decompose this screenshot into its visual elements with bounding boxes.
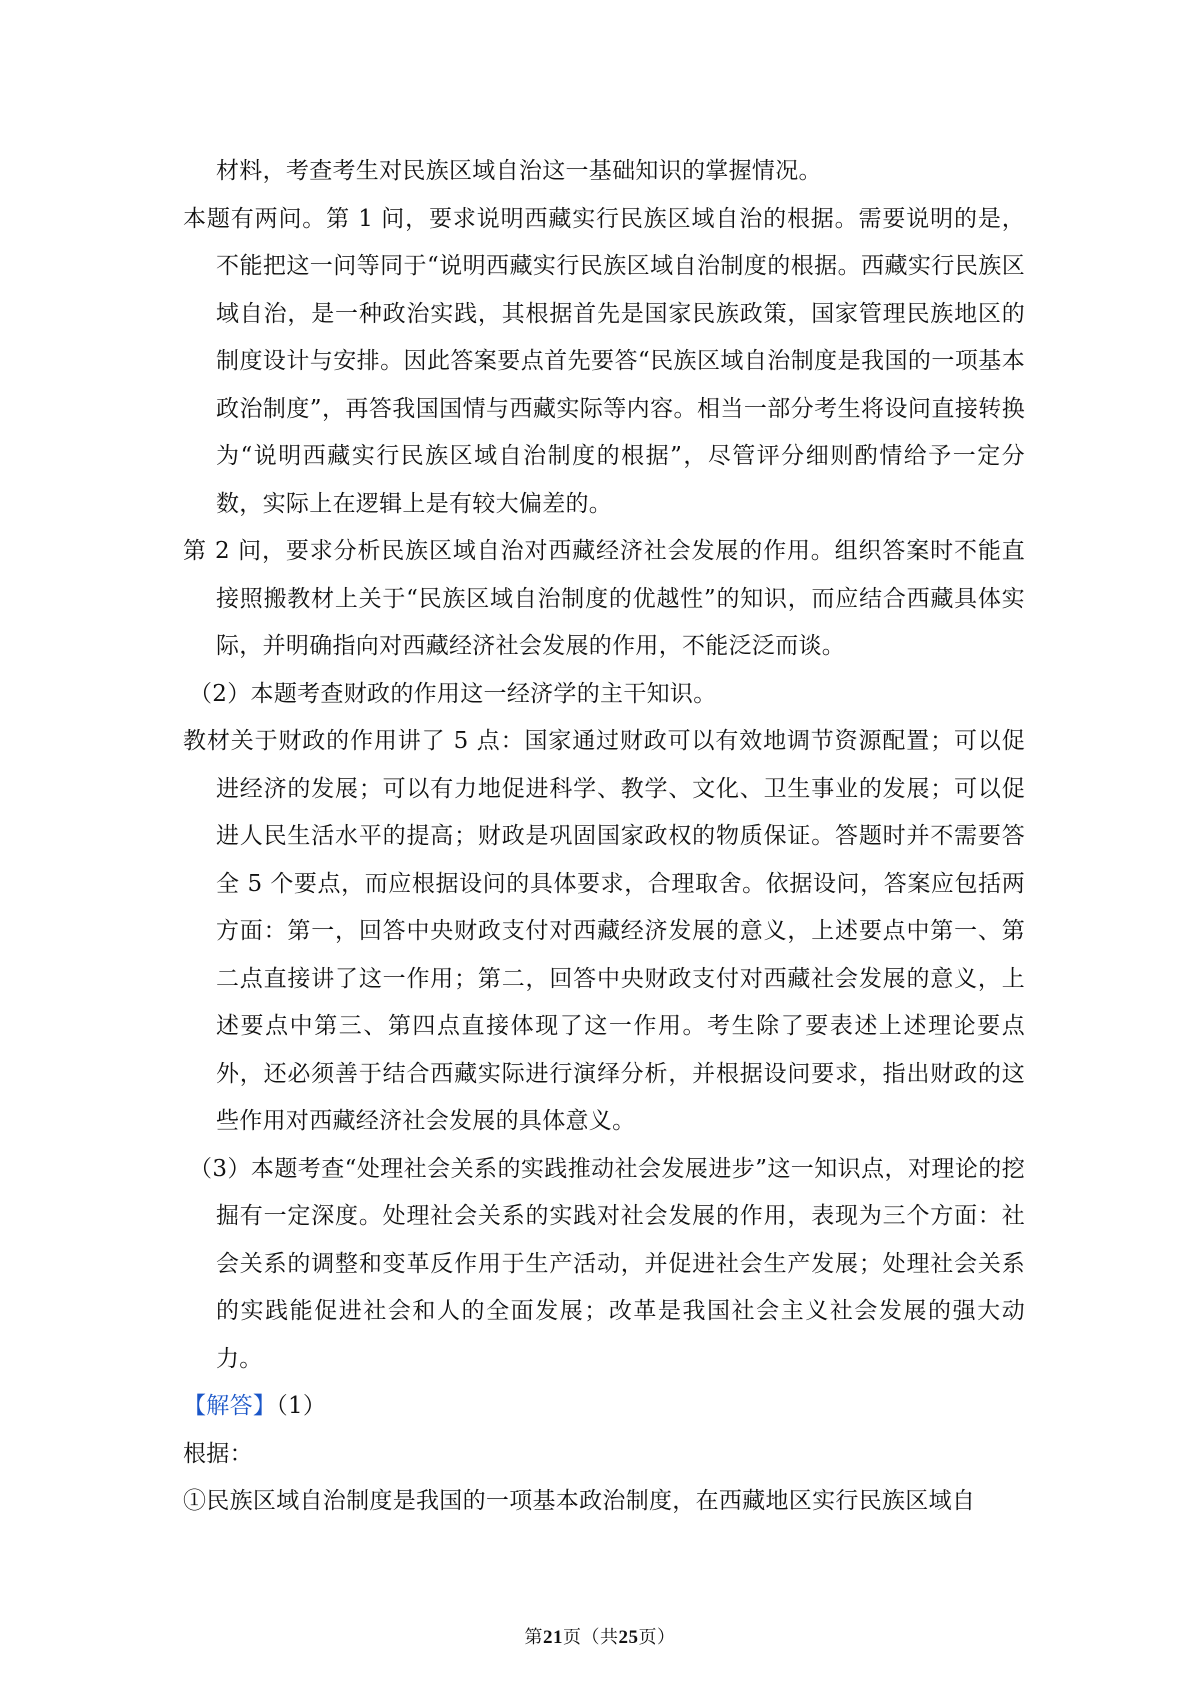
footer-suffix: 页）	[638, 1627, 676, 1648]
footer-mid: 页（共	[563, 1627, 619, 1648]
paragraph-material-intro: 材料，考查考生对民族区域自治这一基础知识的掌握情况。	[216, 158, 822, 184]
page-footer	[0, 1623, 1200, 1649]
basis-label: 根据：	[183, 1440, 253, 1467]
paragraph-question1-analysis: 本题有两问。第 1 问，要求说明西藏实行民族区域自治的根据。需要说明的是，不能把这一问等同于“说明西藏实行民族区域自治制度的根据。西藏实行民族区域自治，是一种政治实践，其根据首先是国家民族政策，国家管理民族地区的制度设计与安排。因此答案要点首先要答“民族区域自治制度是我国的一项基本政治制度”，再答我国国情与西藏实际等内容。相当一部分考生将设问直接转换为“说明西藏实行民族区域自治制度的根据”，尽管评分细则酌情给予一定分数，实际上在逻辑上是有较大偏差的。	[183, 205, 1025, 517]
document-body	[183, 148, 1025, 1526]
answer-tag: 【解答】	[183, 1393, 277, 1419]
paragraph-question2-analysis: 第 2 问，要求分析民族区域自治对西藏经济社会发展的作用。组织答案时不能直接照搬教材上关于“民族区域自治制度的优越性”的知识，而应结合西藏具体实际，并明确指向对西藏经济社会发展的作用，不能泛泛而谈。	[183, 538, 1025, 659]
paragraph-part2-intro: （2）本题考查财政的作用这一经济学的主干知识。	[189, 680, 717, 707]
paragraph-part3-analysis: （3）本题考查“处理社会关系的实践推动社会发展进步”这一知识点，对理论的挖掘有一定深度。处理社会关系的实践对社会发展的作用，表现为三个方面：社会关系的调整和变革反作用于生产活动，并促进社会生产发展；处理社会关系的实践能促进社会和人的全面发展；改革是我国社会主义社会发展的强大动力。	[189, 1155, 1025, 1372]
footer-total-pages: 25	[618, 1627, 639, 1648]
answer-heading	[183, 1383, 1025, 1431]
footer-prefix: 第	[524, 1627, 543, 1648]
answer-point-1: ①民族区域自治制度是我国的一项基本政治制度，在西藏地区实行民族区域自	[183, 1488, 976, 1514]
footer-page-number: 21	[543, 1627, 563, 1648]
paragraph-finance-analysis: 教材关于财政的作用讲了 5 点：国家通过财政可以有效地调节资源配置；可以促进经济的发展；可以有力地促进科学、教学、文化、卫生事业的发展；可以促进人民生活水平的提高；财政是巩固国家政权的物质保证。答题时并不需要答全 5 个要点，而应根据设问的具体要求，合理取舍。依据设问，答案应包括两方面：第一，回答中央财政支付对西藏经济发展的意义，上述要点中第一、第二点直接讲了这一作用；第二，回答中央财政支付对西藏社会发展的意义，上述要点中第三、第四点直接体现了这一作用。考生除了要表述上述理论要点外，还必须善于结合西藏实际进行演绎分析，并根据设问要求，指出财政的这些作用对西藏经济社会发展的具体意义。	[183, 728, 1025, 1134]
answer-part-label: （1）	[276, 1393, 327, 1419]
